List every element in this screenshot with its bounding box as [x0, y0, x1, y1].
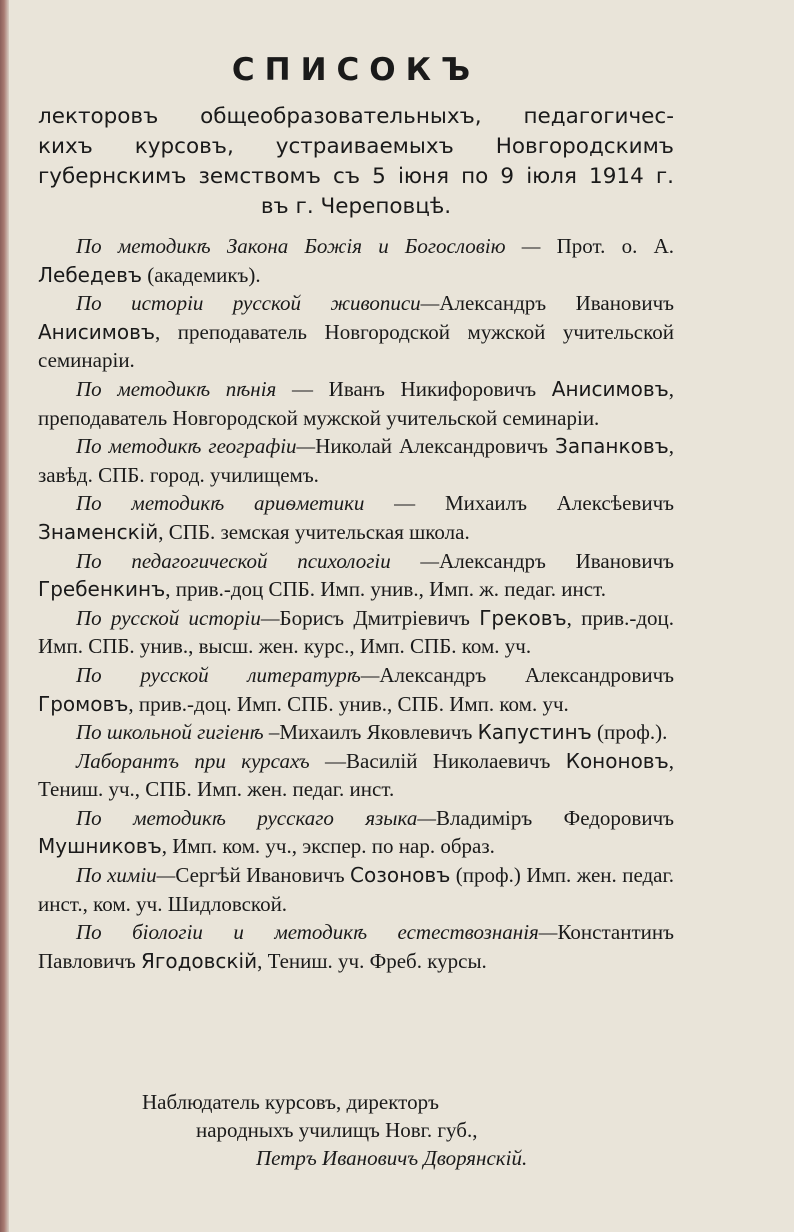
signature-line-1: Наблюдатель курсовъ, директоръ	[142, 1090, 439, 1114]
subtitle-line-2: кихъ курсовъ, устраиваемыхъ Новгородскимъ	[38, 134, 674, 159]
lecturer-entry	[38, 547, 674, 604]
entry-surname: Грековъ	[479, 605, 567, 630]
lecturer-entry	[38, 432, 674, 489]
entry-topic: По біологіи и методикѣ естествознанія—	[76, 920, 558, 945]
entry-topic: По русской исторіи—	[76, 605, 280, 630]
entry-topic: По педагогической психологіи —	[76, 548, 440, 573]
entry-details: (проф.) Имп. жен. педаг. инст., ком. уч. Шидловской.	[38, 863, 674, 916]
lecturer-entry	[38, 661, 674, 718]
entry-name: Сергѣй Ивановичъ	[175, 863, 351, 888]
entry-topic: По исторіи русской живописи—	[76, 291, 440, 316]
lecturer-list	[38, 232, 674, 975]
entry-details: , СПБ. земская учительская школа.	[158, 519, 470, 544]
entry-topic: По химіи—	[76, 863, 176, 888]
lecturer-entry	[38, 232, 674, 289]
entry-surname: Созоновъ	[350, 863, 451, 888]
signature-block	[38, 1088, 674, 1172]
entry-surname: Запанковъ	[555, 434, 669, 459]
entry-details: , преподаватель Новгородской мужской учительской семинаріи.	[38, 319, 674, 373]
entry-topic: Лаборантъ при курсахъ	[76, 748, 310, 773]
document-subtitle	[38, 102, 674, 222]
entry-details: , преподаватель Новгородской мужской учительской семинаріи.	[38, 376, 675, 430]
entry-topic: По методикѣ Закона Божія и Богословію —	[76, 234, 541, 258]
entry-name: Владиміръ Федоровичъ	[436, 805, 675, 830]
entry-details: , прив.-доц. Имп. СПБ. унив., высш. жен. курс., Имп. СПБ. ком. уч.	[38, 605, 675, 659]
entry-name: —Василій Николаевичъ	[309, 748, 566, 773]
entry-surname: Капустинъ	[477, 720, 592, 745]
entry-topic: По школьной гигіенѣ –	[76, 720, 280, 745]
entry-surname: Анисимовъ	[551, 376, 669, 401]
entry-surname: Знаменскій	[38, 519, 159, 544]
entry-details: , прив.-доц СПБ. Имп. унив., Имп. ж. педаг. инст.	[165, 577, 606, 602]
entry-name: Александръ Александровичъ	[379, 662, 674, 687]
entry-name: Михаилъ Яковлевичъ	[279, 720, 478, 745]
lecturer-entry	[38, 804, 674, 861]
subtitle-line-4: въ г. Череповцѣ.	[260, 194, 452, 219]
entry-name: Николай Александровичъ	[315, 434, 556, 459]
document-page	[38, 52, 674, 975]
entry-surname: Лебедевъ	[38, 262, 143, 287]
entry-name: — Михаилъ Алексѣевичъ	[364, 491, 675, 516]
lecturer-entry	[38, 747, 674, 804]
entry-topic: По методикѣ ариѳметики	[76, 491, 365, 516]
lecturer-entry	[38, 489, 674, 546]
signature-name: Петръ Ивановичъ Дворянскій.	[256, 1146, 528, 1170]
lecturer-entry	[38, 375, 674, 432]
entry-name: Прот. о. А.	[540, 234, 674, 258]
entry-details: , Имп. ком. уч., экспер. по нар. образ.	[161, 834, 495, 859]
entry-topic: По методикѣ пѣнія	[76, 376, 277, 401]
entry-name: — Иванъ Никифоровичъ	[276, 376, 552, 401]
entry-name: Константинъ Павловичъ	[38, 920, 674, 973]
entry-surname: Гребенкинъ	[38, 577, 166, 602]
entry-details: , завѣд. СПБ. город. училищемъ.	[38, 434, 674, 487]
entry-details: , Тениш. уч., СПБ. Имп. жен. педаг. инст.	[38, 748, 674, 802]
entry-name: Александръ Ивановичъ	[439, 548, 675, 573]
entry-topic: По методикѣ географіи—	[76, 434, 316, 459]
lecturer-entry	[38, 718, 674, 747]
subtitle-line-1: лекторовъ общеобразовательныхъ, педагогичес-	[38, 104, 674, 129]
lecturer-entry	[38, 604, 674, 661]
entry-surname: Ягодовскій	[140, 948, 258, 973]
lecturer-entry	[38, 861, 674, 918]
lecturer-entry	[38, 289, 674, 375]
entry-surname: Мушниковъ	[38, 834, 162, 859]
entry-topic: По методикѣ русскаго языка—	[76, 805, 436, 830]
page-title: СПИСОКЪ	[231, 52, 481, 88]
entry-surname: Анисимовъ	[38, 319, 155, 344]
entry-name: Александръ Ивановичъ	[439, 291, 675, 316]
entry-details: (академикъ).	[142, 262, 261, 287]
subtitle-line-3: губернскимъ земствомъ съ 5 іюня по 9 іюля 1914 г.	[38, 164, 674, 189]
lecturer-entry	[38, 918, 674, 975]
page-edge	[0, 0, 9, 1232]
entry-topic: По русской литературѣ—	[76, 662, 380, 687]
entry-surname: Громовъ	[38, 691, 129, 716]
entry-details: , прив.-доц. Имп. СПБ. унив., СПБ. Имп. ком. уч.	[128, 691, 569, 716]
entry-details: , Тениш. уч. Фреб. курсы.	[257, 948, 487, 973]
entry-details: (проф.).	[591, 720, 668, 745]
entry-name: Борисъ Дмитріевичъ	[279, 605, 480, 630]
entry-surname: Кононовъ	[565, 748, 669, 773]
signature-line-2: народныхъ училищъ Новг. губ.,	[196, 1118, 478, 1142]
